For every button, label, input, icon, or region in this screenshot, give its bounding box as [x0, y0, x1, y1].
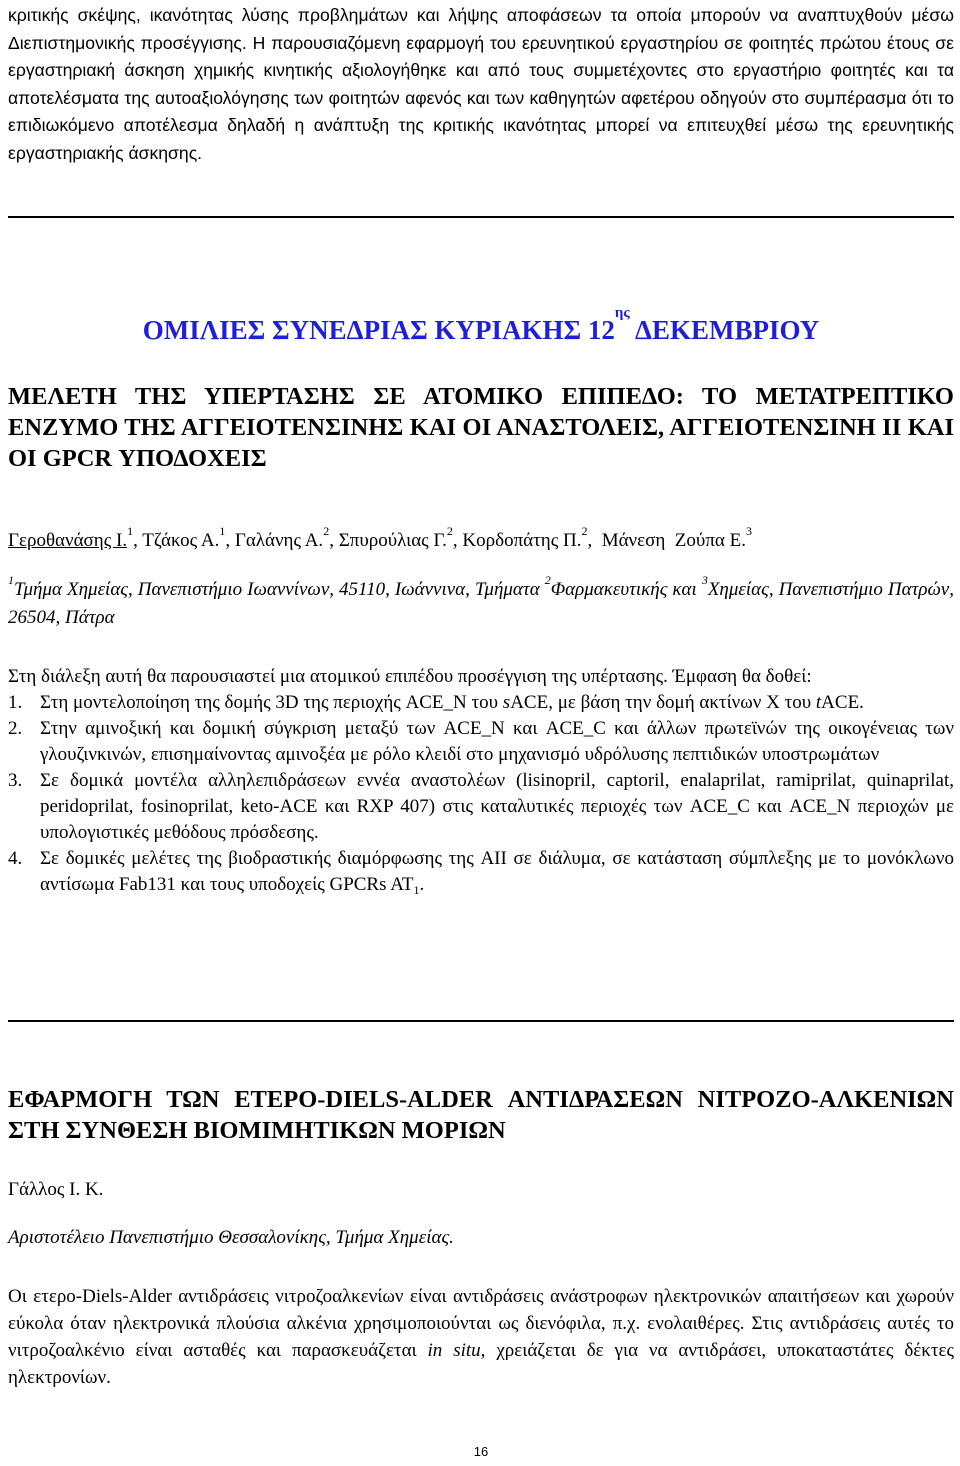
- list-text: Στη μοντελοποίηση της δομής 3D της περιοχής ACE_N του: [40, 692, 503, 713]
- divider-middle: [8, 1020, 954, 1022]
- paper2-body: [8, 1283, 954, 1391]
- affiliation-mark: 3: [701, 573, 708, 587]
- list-text: .: [419, 874, 425, 895]
- author-name: , Γαλάνης Α.: [225, 530, 324, 551]
- paper2-title: ΕΦΑΡΜΟΓΗ ΤΩΝ ΕΤΕΡΟ-DIELS-ALDER ΑΝΤΙΔΡΑΣΕΩΝ ΝΙΤΡΟΖΟ-ΑΛΚΕΝΙΩΝ ΣΤΗ ΣΥΝΘΕΣΗ ΒΙΟΜΙΜΗΤΙΚΩΝ ΜΟΡΙΩΝ: [8, 1086, 954, 1144]
- paper2-affiliation: Αριστοτέλειο Πανεπιστήμιο Θεσσαλονίκης, Τμήμα Χημείας.: [8, 1227, 454, 1248]
- paper1-lead: Στη διάλεξη αυτή θα παρουσιαστεί μια ατομικού επιπέδου προσέγγιση της υπέρτασης. Έμφαση θα δοθεί:: [8, 666, 812, 687]
- paper2-author: Γάλλος Ι. Κ.: [8, 1179, 104, 1200]
- paper2-body-italic: in situ: [427, 1340, 481, 1361]
- list-text-italic: s: [502, 692, 511, 713]
- paper2-body-text: Οι ετερο-Diels-Alder αντιδράσεις νιτροζοαλκενίων είναι αντιδράσεις ανάστροφων ηλεκτρονικών απαιτήσεων και χωρούν εύκολα όταν ηλεκτρονικά πλούσια αλκένια χρησιμοποιούνται ως διενόφιλα, π.χ. ενολαιθέρες. Στις αντιδράσεις αυτές το νιτροζοαλκένιο είναι ασταθές και παρασκευάζεται: [8, 1286, 954, 1361]
- affiliation-text: Τμήμα Χημείας, Πανεπιστήμιο Ιωαννίνων, 45110, Ιωάννινα, Τμήματα: [14, 579, 545, 600]
- list-number: 2.: [8, 718, 23, 739]
- author-affiliation-mark: 3: [745, 524, 752, 538]
- author-affiliation-mark: 2: [446, 524, 453, 538]
- section-title-sup: ης: [614, 305, 630, 321]
- section-title-month: ΔΕΚΕΜΒΡΙΟΥ: [629, 315, 820, 345]
- paper1-title: ΜΕΛΕΤΗ ΤΗΣ ΥΠΕΡΤΑΣΗΣ ΣΕ ΑΤΟΜΙΚΟ ΕΠΙΠΕΔΟ: ΤΟ ΜΕΤΑΤΡΕΠΤΙΚΟ ΕΝΖΥΜΟ ΤΗΣ ΑΓΓΕΙΟΤΕΝΣΙΝΗΣ ΚΑΙ ΟΙ ΑΝΑΣΤΟΛΕΙΣ, ΑΓΓΕΙΟΤΕΝΣΙΝΗ ΙΙ ΚΑΙ ΟΙ GPCR ΥΠΟΔΟΧΕΙΣ: [8, 383, 954, 472]
- list-text: Σε δομικά μοντέλα αλληλεπιδράσεων εννέα αναστολέων (lisinopril, captoril, enalaprilat, ramiprilat, quinaprilat, peridoprilat, fosinoprilat, keto-ACE και RXP 407) στις καταλυτικές περιοχές των ACE_C και ACE_N περιοχών με υπολογιστικές μεθόδους πρόσδεσης.: [40, 770, 954, 843]
- list-text-italic: t: [815, 692, 822, 713]
- list-text: Σε δομικές μελέτες της βιοδραστικής διαμόρφωσης της AII σε διάλυμα, σε κατάσταση σύμπλεξης με το μονόκλωνο αντίσωμα Fab131 και τους υποδοχείς GPCRs AT: [40, 848, 954, 895]
- list-number: 1.: [8, 692, 23, 713]
- author-affiliation-mark: 1: [219, 524, 226, 538]
- list-text-subscript: 1: [413, 883, 420, 897]
- affiliation-mark: 2: [544, 573, 551, 587]
- author-name: , Μάνεση Ζούπα Ε.: [587, 530, 746, 551]
- author-name: , Κορδοπάτης Π.: [452, 530, 582, 551]
- author-affiliation-mark: 2: [581, 524, 588, 538]
- author-name: , Σπυρούλιας Γ.: [329, 530, 447, 551]
- intro-paragraph: κριτικής σκέψης, ικανότητας λύσης προβλημάτων και λήψης αποφάσεων τα οποία μπορούν να αναπτυχθούν μέσω Διεπιστημονικής προσέγγισης. Η παρουσιαζόμενη εφαρμογή του ερευνητικού εργαστηρίου σε φοιτητές πρώτου έτους σε εργαστηριακή άσκηση χημικής κινητικής αξιολογήθηκε και από τους συμμετέχοντες στο εργαστήριο φοιτητές και τα αποτελέσματα της αυτοαξιολόγησης των φοιτητών αφενός και των καθηγητών αφετέρου οδηγούν στο συμπέρασμα ότι το επιδιωκόμενο αποτέλεσμα δηλαδή η ανάπτυξη της κριτικής ικανότητας μπορεί να επιτευχθεί μέσω της ερευνητικής εργαστηριακής άσκησης.: [8, 5, 954, 163]
- affiliation-text: Χημείας, Πανεπιστήμιο Πατρών, 26504, Πάτρα: [8, 579, 954, 628]
- paper2-body-text: , χρειάζεται δε για να αντιδράσει, υποκαταστάτες δέκτες ηλεκτρονίων.: [8, 1340, 954, 1388]
- author-name: , Τζάκος Α.: [133, 530, 220, 551]
- paper1-list: [8, 690, 954, 898]
- list-text: ACE.: [821, 692, 864, 713]
- divider-top: [8, 216, 954, 218]
- paper1-authors: [8, 524, 954, 555]
- section-title-main: ΟΜΙΛΙΕΣ ΣΥΝΕΔΡΙΑΣ ΚΥΡΙΑΚΗΣ 12: [142, 315, 615, 345]
- affiliation-text: Φαρμακευτικής και: [550, 579, 702, 600]
- affiliation-mark: 1: [8, 573, 14, 587]
- author-affiliation-mark: 2: [323, 524, 330, 538]
- author-name: Γεροθανάσης Ι.: [8, 530, 128, 551]
- list-number: 3.: [8, 770, 23, 791]
- list-number: 4.: [8, 848, 23, 869]
- paper1-body: [8, 664, 954, 898]
- list-item: [8, 768, 954, 846]
- page-number: 16: [473, 1444, 489, 1459]
- author-affiliation-mark: 1: [127, 524, 134, 538]
- section-title: [8, 305, 954, 350]
- list-text: Στην αμινοξική και δομική σύγκριση μεταξύ των ACE_N και ACE_C και άλλων πρωτεϊνών της οικογένειας των γλουζινκινών, επισημαίνοντας αμινοξέα με ρόλο κλειδί στο μηχανισμό υδρόλυσης πεπτιδικών υποστρωμάτων: [40, 718, 954, 765]
- list-item: [8, 846, 954, 898]
- list-item: [8, 690, 954, 716]
- list-item: [8, 716, 954, 768]
- list-text: ACE, με βάση την δομή ακτίνων Χ του: [510, 692, 816, 713]
- paper1-affiliation: [8, 573, 954, 632]
